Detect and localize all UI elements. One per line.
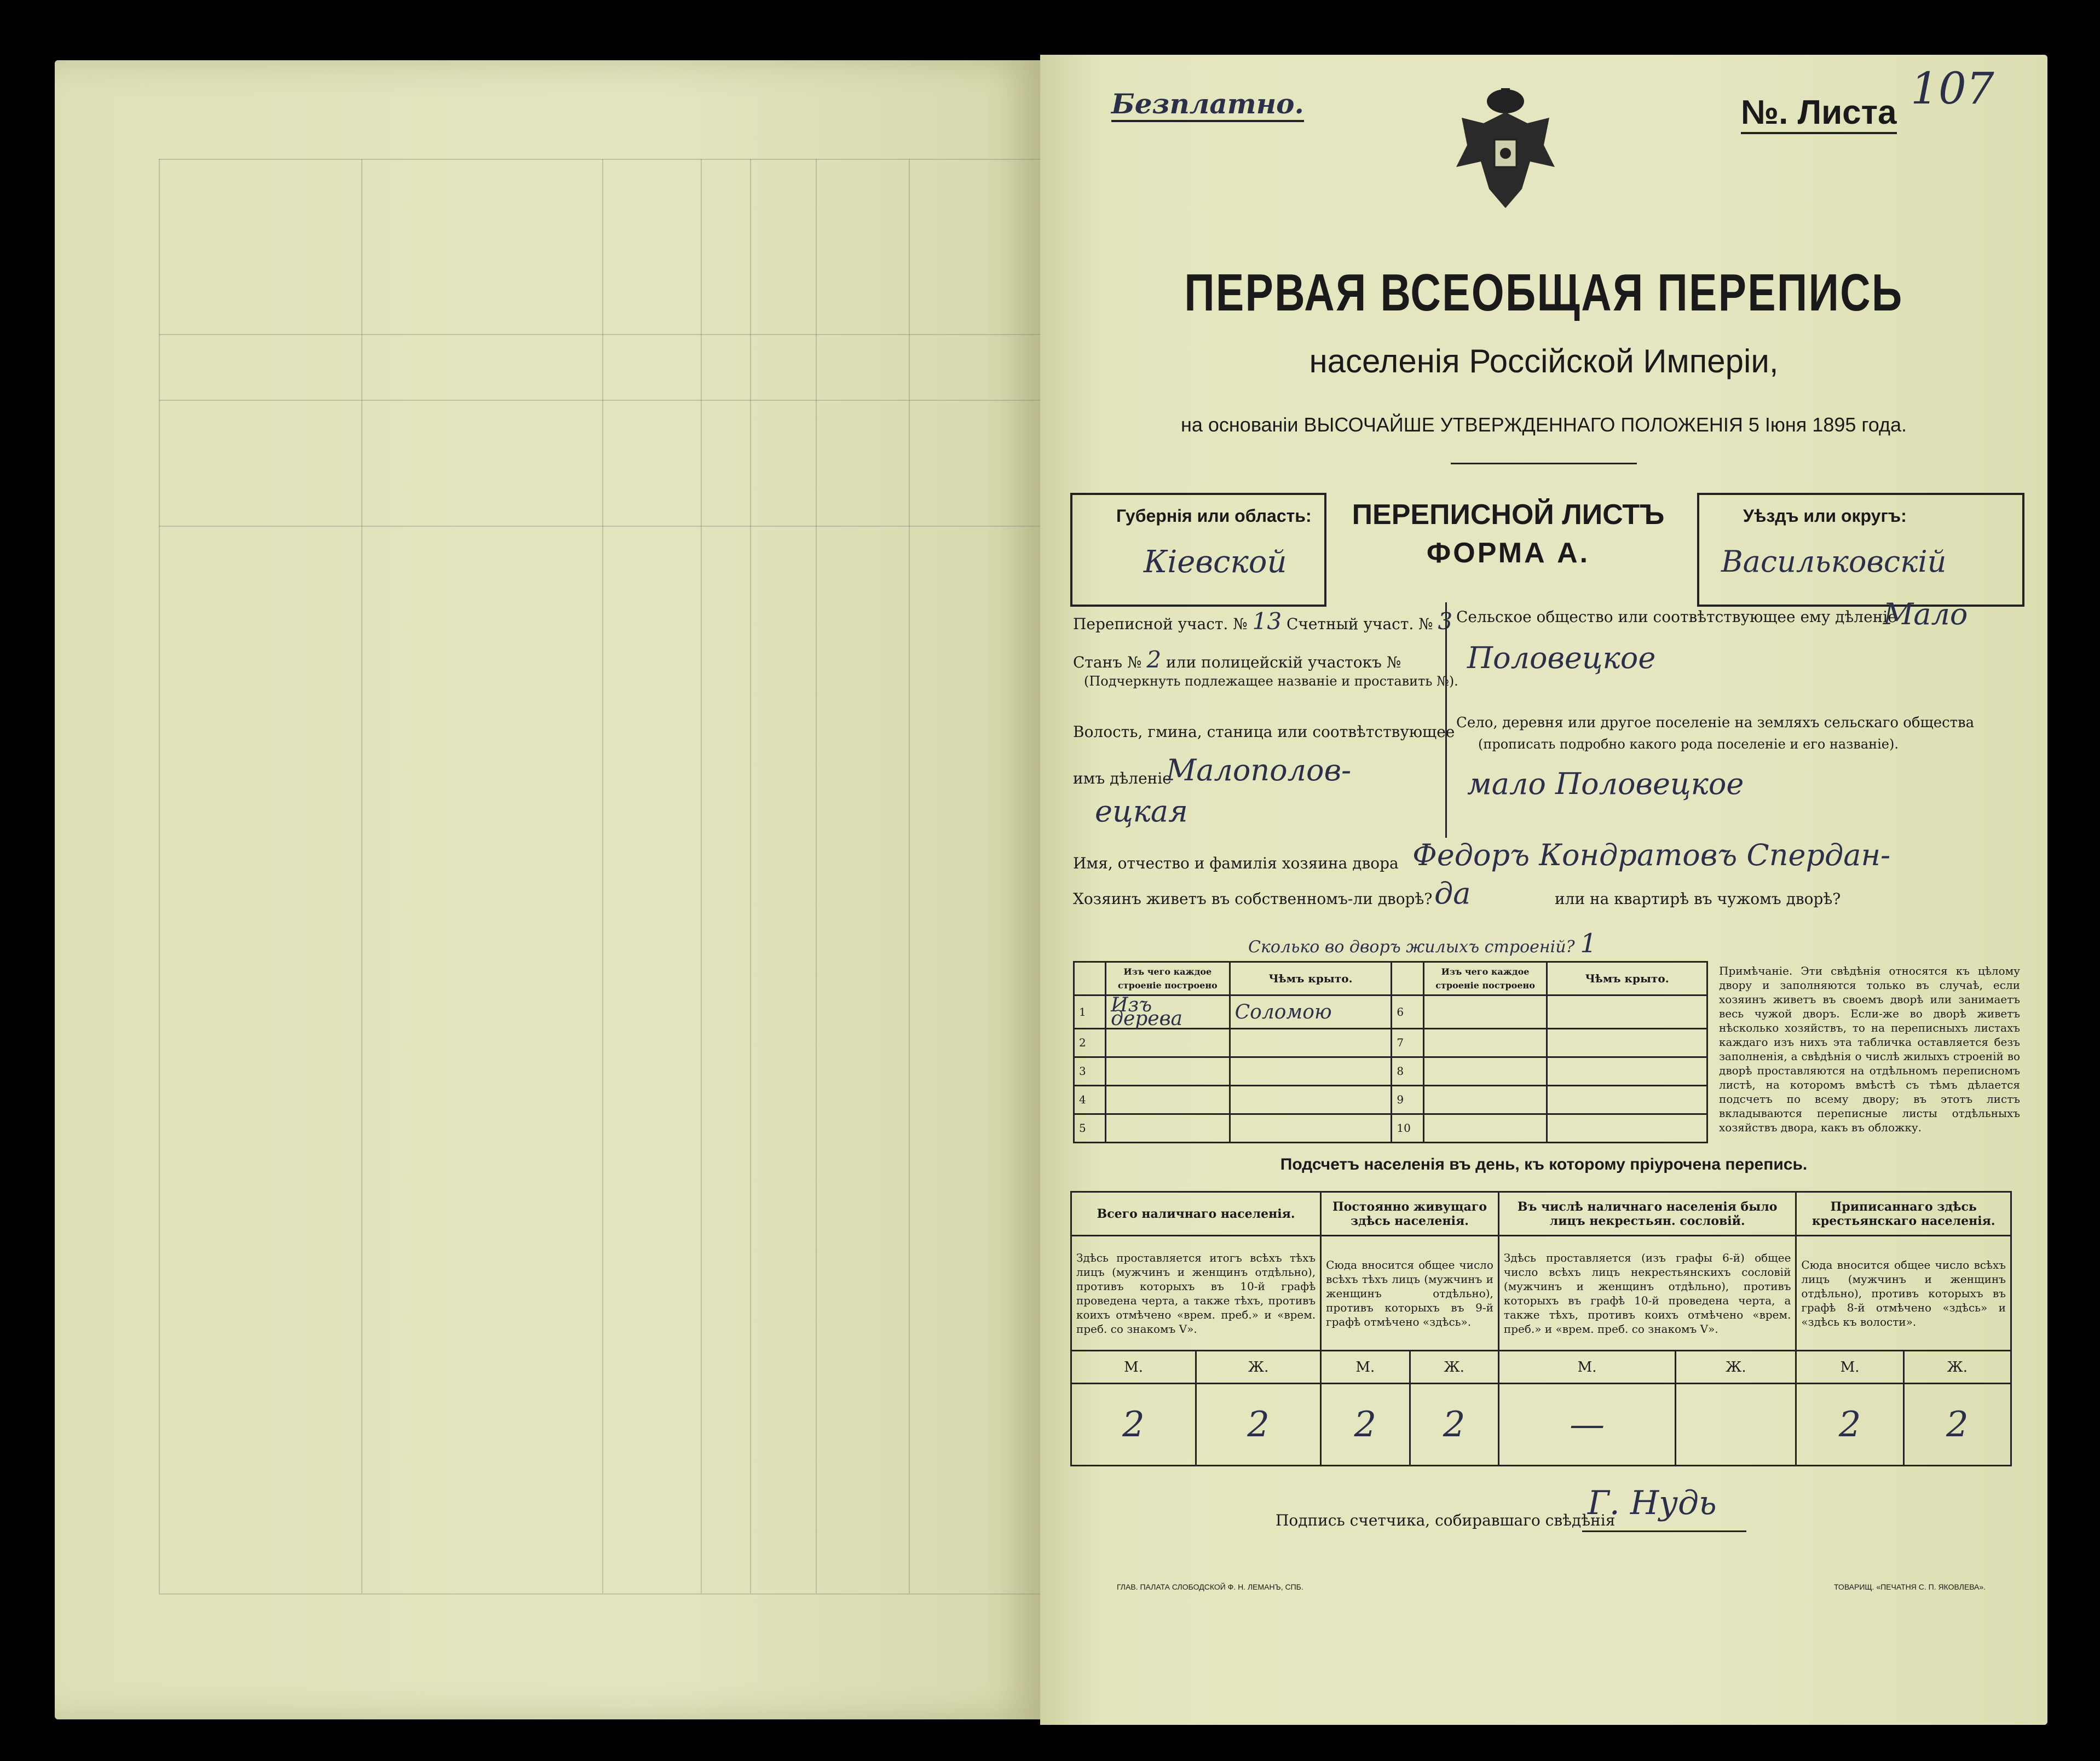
- col-head: Постоянно живущаго здѣсь населенія.: [1321, 1192, 1499, 1236]
- count-value: 2: [1321, 1384, 1410, 1466]
- selo-label-2: (прописать подробно какого рода поселеніе и его названіе).: [1478, 736, 1899, 752]
- row-number: 1: [1074, 995, 1106, 1029]
- uezd-box: [1697, 493, 2024, 607]
- stan-label: Станъ №: [1073, 653, 1142, 671]
- row-number: 8: [1392, 1057, 1424, 1086]
- faded-column-line: [159, 159, 160, 1593]
- count-value: 2: [1903, 1384, 2011, 1466]
- census-basis: на основаніи ВЫСОЧАЙШЕ УТВЕРЖДЕННАГО ПОЛОЖЕНІЯ 5 Іюня 1895 года.: [1180, 413, 1907, 436]
- row-number: 4: [1074, 1086, 1106, 1114]
- col-desc: Здѣсь проставляется (изъ графы 6-й) общее число всѣхъ лицъ некрестьянскихъ сословій (мужчинъ и женщинъ отдѣльно), противъ которыхъ въ графѣ 10-й проведена черта, а также тѣхъ, противъ коихъ отмѣчено «врем. преб.» и «врем. преб. со знакомъ V».: [1498, 1236, 1796, 1351]
- col-roof: Чѣмъ крыто.: [1547, 962, 1707, 995]
- schetny-value: 3: [1438, 608, 1453, 635]
- fields-divider: [1445, 602, 1447, 838]
- count-value: 2: [1410, 1384, 1498, 1466]
- faded-column-line: [361, 159, 362, 1593]
- imperial-eagle-emblem: [1451, 85, 1560, 216]
- col-desc: Сюда вносится общее число всѣхъ лицъ (мужчинъ и женщинъ отдѣльно), противъ которыхъ въ графѣ 8-й отмѣчено «здѣсь» и «здѣсь къ волости».: [1796, 1236, 2011, 1351]
- buildings-table: [1073, 961, 1708, 1143]
- owner-label: Имя, отчество и фамилія хозяина двора: [1073, 854, 1399, 872]
- faded-column-line: [750, 159, 751, 1593]
- count-value: —: [1498, 1384, 1675, 1466]
- lives-other-label: или на квартирѣ въ чужомъ дворѣ?: [1555, 890, 1841, 908]
- col-built-of: Изъ чего каждое строеніе построено: [1106, 962, 1230, 995]
- col-head: Приписаннаго здѣсь крестьянскаго населенія.: [1796, 1192, 2011, 1236]
- volost-label-1: Волость, гмина, станица или соотвѣтствующее: [1073, 723, 1455, 741]
- census-subtitle: населенія Россійской Имперіи,: [1309, 343, 1779, 379]
- count-title: Подсчетъ населенія въ день, къ которому пріурочена перепись.: [1280, 1155, 1808, 1173]
- table-row: [1074, 1086, 1707, 1114]
- faded-row-line: [159, 159, 1057, 160]
- signature-line: [1582, 1530, 1746, 1532]
- roof-cell: Соломою: [1230, 995, 1392, 1029]
- form-title-1: ПЕРЕПИСНОЙ ЛИСТЪ: [1352, 499, 1665, 531]
- count-value: [1676, 1384, 1796, 1466]
- free-label: Безплатно.: [1111, 88, 1304, 122]
- row-number: 6: [1392, 995, 1424, 1029]
- row-number: 5: [1074, 1114, 1106, 1143]
- uezd-value: Васильковскій: [1721, 544, 1947, 579]
- perepis-uchast-field: [1073, 608, 1452, 635]
- table-row: [1074, 1114, 1707, 1143]
- zh-label: Ж.: [1196, 1351, 1321, 1384]
- footer-right: ТОВАРИЩ. «ПЕЧАТНЯ С. П. ЯКОВЛЕВА».: [1834, 1582, 1986, 1591]
- sheet-number: 107: [1911, 63, 1994, 114]
- row-number: 3: [1074, 1057, 1106, 1086]
- gubernia-value: Кіевской: [1144, 544, 1287, 580]
- gubernia-box: [1070, 493, 1326, 607]
- gubernia-label: Губернія или область:: [1116, 506, 1312, 526]
- footer-left: ГЛАВ. ПАЛАТА СЛОБОДСКОЙ Ф. Н. ЛЕМАНЪ, СПБ.: [1117, 1582, 1303, 1591]
- census-title: ПЕРВАЯ ВСЕОБЩАЯ ПЕРЕПИСЬ: [1184, 263, 1903, 322]
- m-label: М.: [1796, 1351, 1903, 1384]
- buildings-value: 1: [1580, 928, 1597, 959]
- stan-value: 2: [1146, 646, 1162, 673]
- stan-field: [1073, 646, 1401, 673]
- col-head: Въ числѣ наличнаго населенія было лицъ некрестьян. сословій.: [1498, 1192, 1796, 1236]
- m-label: М.: [1321, 1351, 1410, 1384]
- obshchestvo-value-1: Мало: [1883, 597, 1968, 631]
- left-page: [55, 60, 1040, 1719]
- buildings-label: Сколько во дворъ жилыхъ строеній?: [1248, 937, 1575, 957]
- owner-value-1: Федоръ Кондратовъ Спердан-: [1412, 838, 1891, 872]
- table-row: [1074, 1029, 1707, 1057]
- row-number: 9: [1392, 1086, 1424, 1114]
- table-row: [1074, 1057, 1707, 1086]
- schetny-label: Счетный участ. №: [1286, 615, 1433, 633]
- col-desc: Здѣсь проставляется итогъ всѣхъ тѣхъ лицъ (мужчинъ и женщинъ отдѣльно), противъ которыхъ въ 10-й графѣ проведена черта, а также тѣхъ, противъ коихъ отмѣчено «врем. преб.» и «врем. преб. со знакомъ V».: [1071, 1236, 1321, 1351]
- m-label: М.: [1071, 1351, 1196, 1384]
- col-head: Всего наличнаго населенія.: [1071, 1192, 1321, 1236]
- sheet-number-label: [1741, 93, 1897, 134]
- right-page: [1040, 55, 2047, 1725]
- row-number: 10: [1392, 1114, 1424, 1143]
- obshchestvo-value-2: Половецкое: [1467, 641, 1656, 675]
- signature-label: Подпись счетчика, собиравшаго свѣдѣнія: [1276, 1511, 1616, 1529]
- selo-label-1: Село, деревня или другое поселеніе на земляхъ сельскаго общества: [1456, 715, 1975, 731]
- volost-value-1: Малополов-: [1166, 753, 1352, 787]
- note-text: Примѣчаніе. Эти свѣдѣнія относятся къ цѣлому двору и заполняются только въ случаѣ, если хозяинъ живетъ въ своемъ дворѣ или занимаетъ весь чужой дворъ. Если-же во дворѣ живетъ нѣсколько хозяйствъ, то на переписныхъ листахъ каждаго изъ нихъ эта табличка оставляется безъ заполненія, а свѣдѣнія о числѣ жилыхъ строеній во дворѣ проставляются на отдѣльномъ переписномъ листѣ, на которомъ вмѣстѣ съ тѣмъ дѣлается подсчетъ по всему двору; въ этотъ листъ вкладываются переписные листы отдѣльныхъ хозяйствъ двора, какъ въ обложку.: [1719, 964, 2020, 1134]
- built-of-cell: Изъ дерева: [1106, 995, 1230, 1029]
- row-number: 2: [1074, 1029, 1106, 1057]
- ornament-divider: [1451, 463, 1637, 464]
- faded-column-line: [701, 159, 702, 1593]
- faded-column-line: [909, 159, 910, 1593]
- faded-column-line: [816, 159, 817, 1593]
- count-table: [1070, 1191, 2012, 1466]
- lives-own-label: Хозяинъ живетъ въ собственномъ-ли дворѣ?: [1073, 890, 1433, 908]
- col-roof: Чѣмъ крыто.: [1230, 962, 1392, 995]
- form-title-2: ФОРМА А.: [1426, 537, 1590, 569]
- volost-value-2: ецкая: [1095, 794, 1188, 828]
- police-label: или полицейскій участокъ №: [1166, 653, 1401, 671]
- perepis-uchast-value: 13: [1252, 608, 1282, 635]
- perepis-uchast-label: Переписной участ. №: [1073, 615, 1248, 633]
- zh-label: Ж.: [1410, 1351, 1498, 1384]
- buildings-field: [1248, 928, 1597, 959]
- col-built-of: Изъ чего каждое строеніе построено: [1423, 962, 1547, 995]
- faded-column-line: [602, 159, 603, 1593]
- faded-row-line: [159, 526, 1057, 527]
- row-number: 7: [1392, 1029, 1424, 1057]
- sheet-label: №. Листа: [1741, 94, 1897, 131]
- owner-value-2: да: [1434, 876, 1471, 911]
- faded-row-line: [159, 1593, 1057, 1595]
- obshchestvo-label: Сельское общество или соотвѣтствующее ему дѣленіе: [1456, 608, 1897, 626]
- m-label: М.: [1498, 1351, 1675, 1384]
- selo-value: мало Половецкое: [1467, 767, 1744, 801]
- count-value: 2: [1196, 1384, 1321, 1466]
- zh-label: Ж.: [1903, 1351, 2011, 1384]
- zh-label: Ж.: [1676, 1351, 1796, 1384]
- signature-value: Г. Нудь: [1588, 1484, 1717, 1522]
- volost-label-2: имъ дѣленіе: [1073, 769, 1172, 787]
- stan-note: (Подчеркнуть подлежащее названіе и проставить №).: [1084, 674, 1458, 689]
- table-row: [1074, 995, 1707, 1029]
- faded-row-line: [159, 334, 1057, 335]
- uezd-label: Уѣздъ или округъ:: [1743, 506, 1907, 526]
- count-value: 2: [1071, 1384, 1196, 1466]
- faded-row-line: [159, 400, 1057, 401]
- col-desc: Сюда вносится общее число всѣхъ тѣхъ лицъ (мужчинъ и женщинъ отдѣльно), противъ которыхъ въ 9-й графѣ отмѣчено «здѣсь».: [1321, 1236, 1499, 1351]
- count-value: 2: [1796, 1384, 1903, 1466]
